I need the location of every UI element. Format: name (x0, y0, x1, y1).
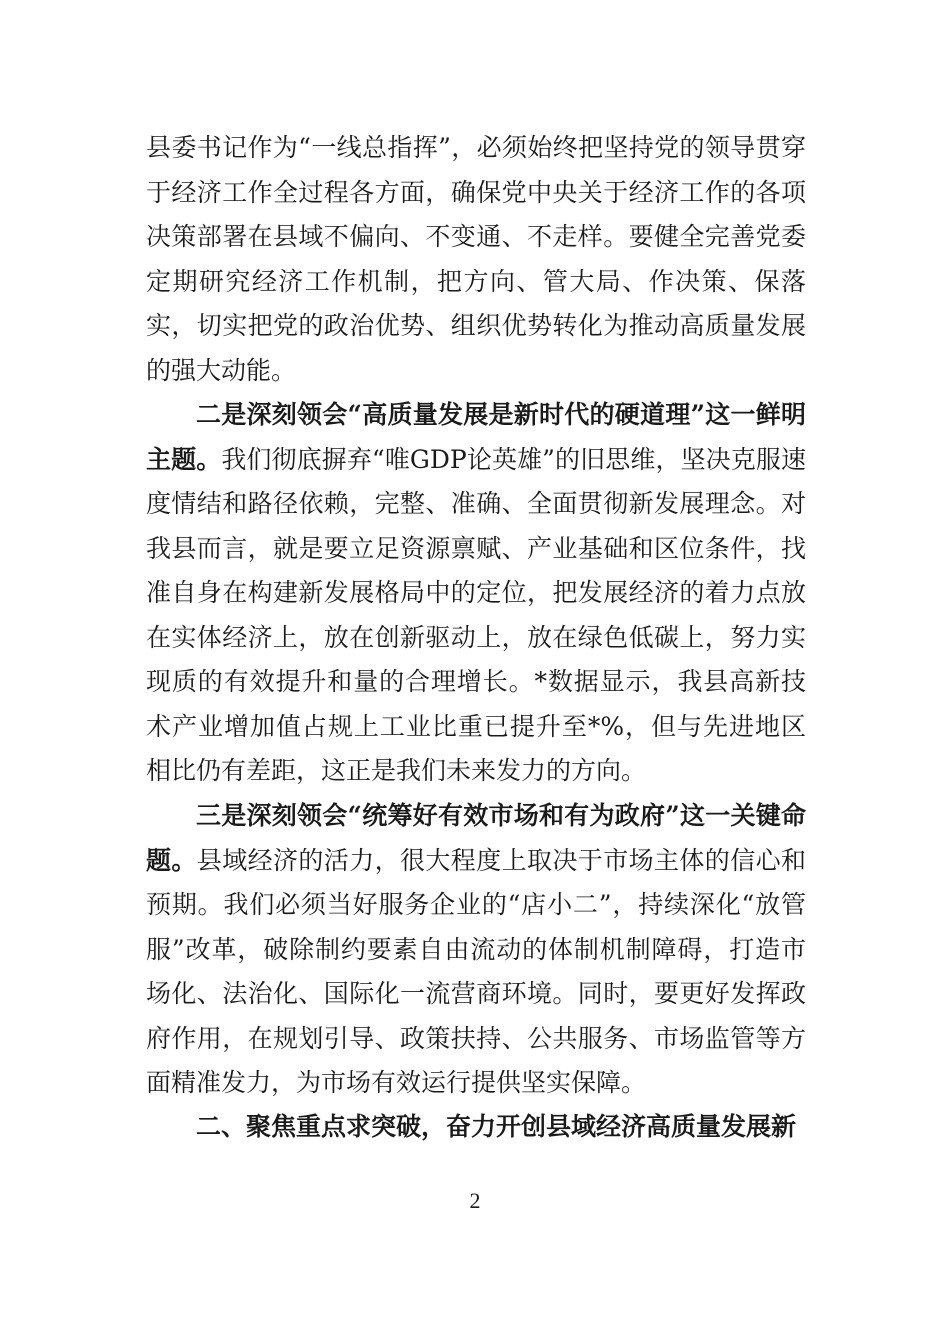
paragraph-1 (146, 126, 806, 393)
paragraph-2-lead: 二是深刻领会“高质量发展是新时代的硬道理”这一鲜明主题。 (146, 400, 806, 474)
page-number: 2 (469, 1188, 481, 1213)
paragraph-2 (146, 393, 806, 794)
paragraph-3-body: 县域经济的活力，很大程度上取决于市场主体的信心和预期。我们必须当好服务企业的“店小二”，持续深化“放管服”改革，破除制约要素自由流动的体制机制障碍，打造市场化、法治化、国际化一流营商环境。同时，要更好发挥政府作用，在规划引导、政策扶持、公共服务、市场监管等方面精准发力，为市场有效运行提供坚实保障。 (146, 845, 806, 1097)
section-heading (146, 1105, 806, 1150)
section-heading-text: 二、聚焦重点求突破，奋力开创县域经济高质量发展新 (196, 1112, 797, 1141)
paragraph-1-body: 县委书记作为“一线总指挥”，必须始终把坚持党的领导贯穿于经济工作全过程各方面，确保党中央关于经济工作的各项决策部署在县域不偏向、不变通、不走样。要健全完善党委定期研究经济工作机制，把方向、管大局、作决策、保落实，切实把党的政治优势、组织优势转化为推动高质量发展的强大动能。 (146, 133, 806, 385)
paragraph-3 (146, 794, 806, 1106)
paragraph-3-lead: 三是深刻领会“统筹好有效市场和有为政府”这一关键命题。 (146, 801, 806, 875)
paragraph-2-body: 我们彻底摒弃“唯GDP论英雄”的旧思维，坚决克服速度情结和路径依赖，完整、准确、全面贯彻新发展理念。对我县而言，就是要立足资源禀赋、产业基础和区位条件，找准自身在构建新发展格局中的定位，把发展经济的着力点放在实体经济上，放在创新驱动上，放在绿色低碳上，努力实现质的有效提升和量的合理增长。*数据显示，我县高新技术产业增加值占规上工业比重已提升至*%，但与先进地区相比仍有差距，这正是我们未来发力的方向。 (146, 444, 806, 785)
